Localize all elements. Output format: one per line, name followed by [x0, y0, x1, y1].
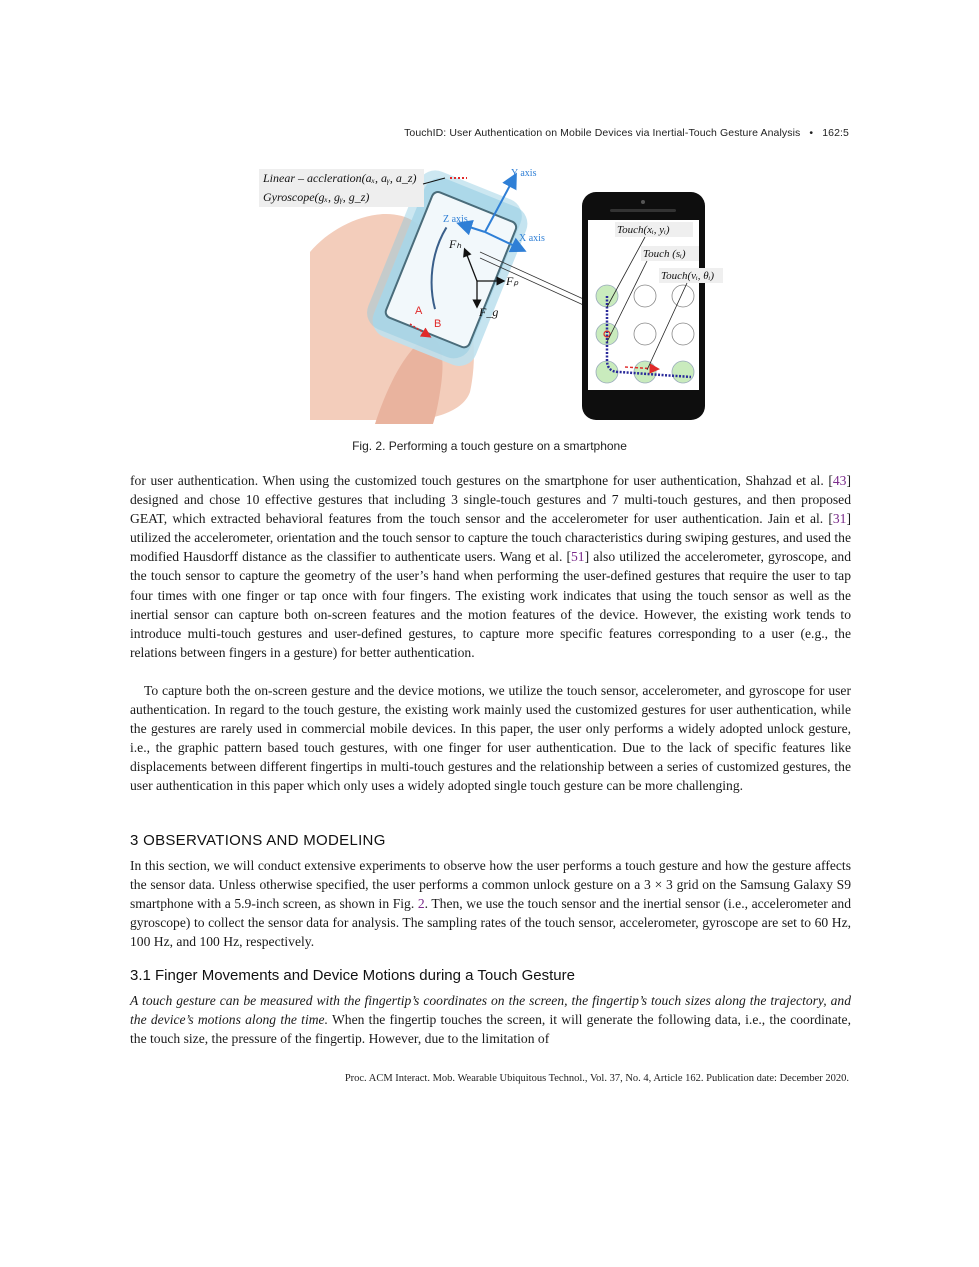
italic-lead: A touch gesture can be measured with the fingertip’s coordinates on the screen, the fingertip’s touch sizes along the trajectory, and the device’s motions along the time. — [130, 993, 851, 1028]
figure-illustration — [255, 162, 725, 424]
x-axis-label: X axis — [519, 233, 545, 244]
gyroscope-label: Gyroscope(gₓ, gᵧ, g_z) — [263, 190, 370, 204]
touch-v-label: Touch(vᵢ, θᵢ) — [661, 270, 715, 282]
paragraph-section-3: In this section, we will conduct extensive experiments to observe how the user performs a touch gesture and how the gesture affects the sensor data. Unless otherwise specified, the user performs a common unlock gesture on a 3 × 3 grid on the Samsung Galaxy S9 smartphone with a 5.9-inch screen, as shown in Fig. 2. Then, we use the touch sensor and the inertial sensor (i.e., accelerometer and gyroscope) to collect the sensor data for analysis. The sampling rates of the touch sensor, accelerometer, gyroscope are set to 60 Hz, 100 Hz, and 100 Hz, respectively. — [130, 858, 851, 950]
citation-link[interactable]: 43 — [832, 473, 847, 488]
linear-acc-label: Linear – accleration(aₓ, aᵧ, a_z) — [263, 171, 417, 185]
running-header — [404, 127, 849, 139]
citation-link[interactable]: 51 — [571, 549, 585, 565]
figure-caption: Fig. 2. Performing a touch gesture on a smartphone — [352, 439, 627, 453]
section-heading-3: 3 OBSERVATIONS AND MODELING — [130, 832, 386, 849]
y-axis-label: Y axis — [511, 168, 537, 179]
figure-ref-link[interactable]: 2 — [417, 896, 425, 912]
force-h-label: Fₕ — [449, 237, 462, 251]
smartphone-zoom — [582, 192, 723, 420]
page-number: 162:5 — [822, 127, 849, 139]
paragraph-motivation: To capture both the on-screen gesture and the device motions, we utilize the touch sensor, accelerometer, and gyroscope for user authentication. In regard to the touch gesture, the existing work mainly used the customized gestures for user authentication, while the gestures are rarely used in commercial mobile devices. In this paper, the user only performs a widely adopted unlock gesture, i.e., the graphic pattern based touch gestures, with one finger for user authentication. Due to the lack of specific features like displacements between different fingertips in multi-touch gestures and the relationship between a series of customized gestures, the user authentication in this paper which only uses a widely adopted single touch gesture can be more challenging. — [130, 683, 851, 794]
z-axis-label: Z axis — [443, 214, 468, 225]
figure-2 — [255, 162, 725, 424]
touch-s-label: Touch (sᵢ) — [643, 248, 686, 260]
force-p-label: Fₚ — [506, 274, 519, 288]
page-footer: Proc. ACM Interact. Mob. Wearable Ubiquitous Technol., Vol. 37, No. 4, Article 162. Publication date: December 2020. — [344, 1073, 849, 1084]
force-g-label: F_g — [479, 305, 499, 319]
header-bullet: • — [809, 127, 814, 139]
point-b-label: B — [434, 318, 442, 330]
point-a-label: A — [415, 305, 423, 317]
touch-xy-label: Touch(xᵢ, yᵢ) — [617, 224, 670, 236]
paragraph-section-3-1: A touch gesture can be measured with the fingertip’s coordinates on the screen, the fingertip’s touch sizes along the trajectory, and the device’s motions along the time. When the fingertip touches the screen, it will generate the following data, i.e., the coordinate, the touch size, the pressure of the fingertip. However, due to the limitation of — [130, 993, 851, 1047]
paragraph-related-work: for user authentication. When using the customized touch gestures on the smartphone for user authentication, Shahzad et al. [43] designed and chose 10 effective gestures that including 3 single-touch gestures and 7 multi-touch gestures, and then proposed GEAT, which extracted behavioral features from the touch sensor and the accelerometer for user authentication. Jain et al. [31] utilized the accelerometer, orientation and the touch sensor to capture the touch characteristics during swiping gestures, and used the modified Hausdorff distance as the classifier to authenticate users. Wang et al. [51] also utilized the accelerometer, gyroscope, and the touch sensor to capture the geometry of the user’s hand when performing the user-defined gestures that require the user to tap four times with one finger or tap once with four fingers. The existing work indicates that using the touch sensor as well as the inertial sensor can capture both on-screen features and the motion features of the device. However, the existing work tends to introduce multi-touch gestures and user-defined gestures, to capture more specific features corresponding to a user (e.g., the relations between fingers in a gesture) for better authentication. — [130, 473, 851, 660]
citation-link[interactable]: 31 — [832, 511, 847, 527]
running-title: TouchID: User Authentication on Mobile Devices via Inertial-Touch Gesture Analysis — [404, 127, 801, 139]
subsection-heading-3-1: 3.1 Finger Movements and Device Motions during a Touch Gesture — [130, 967, 575, 984]
